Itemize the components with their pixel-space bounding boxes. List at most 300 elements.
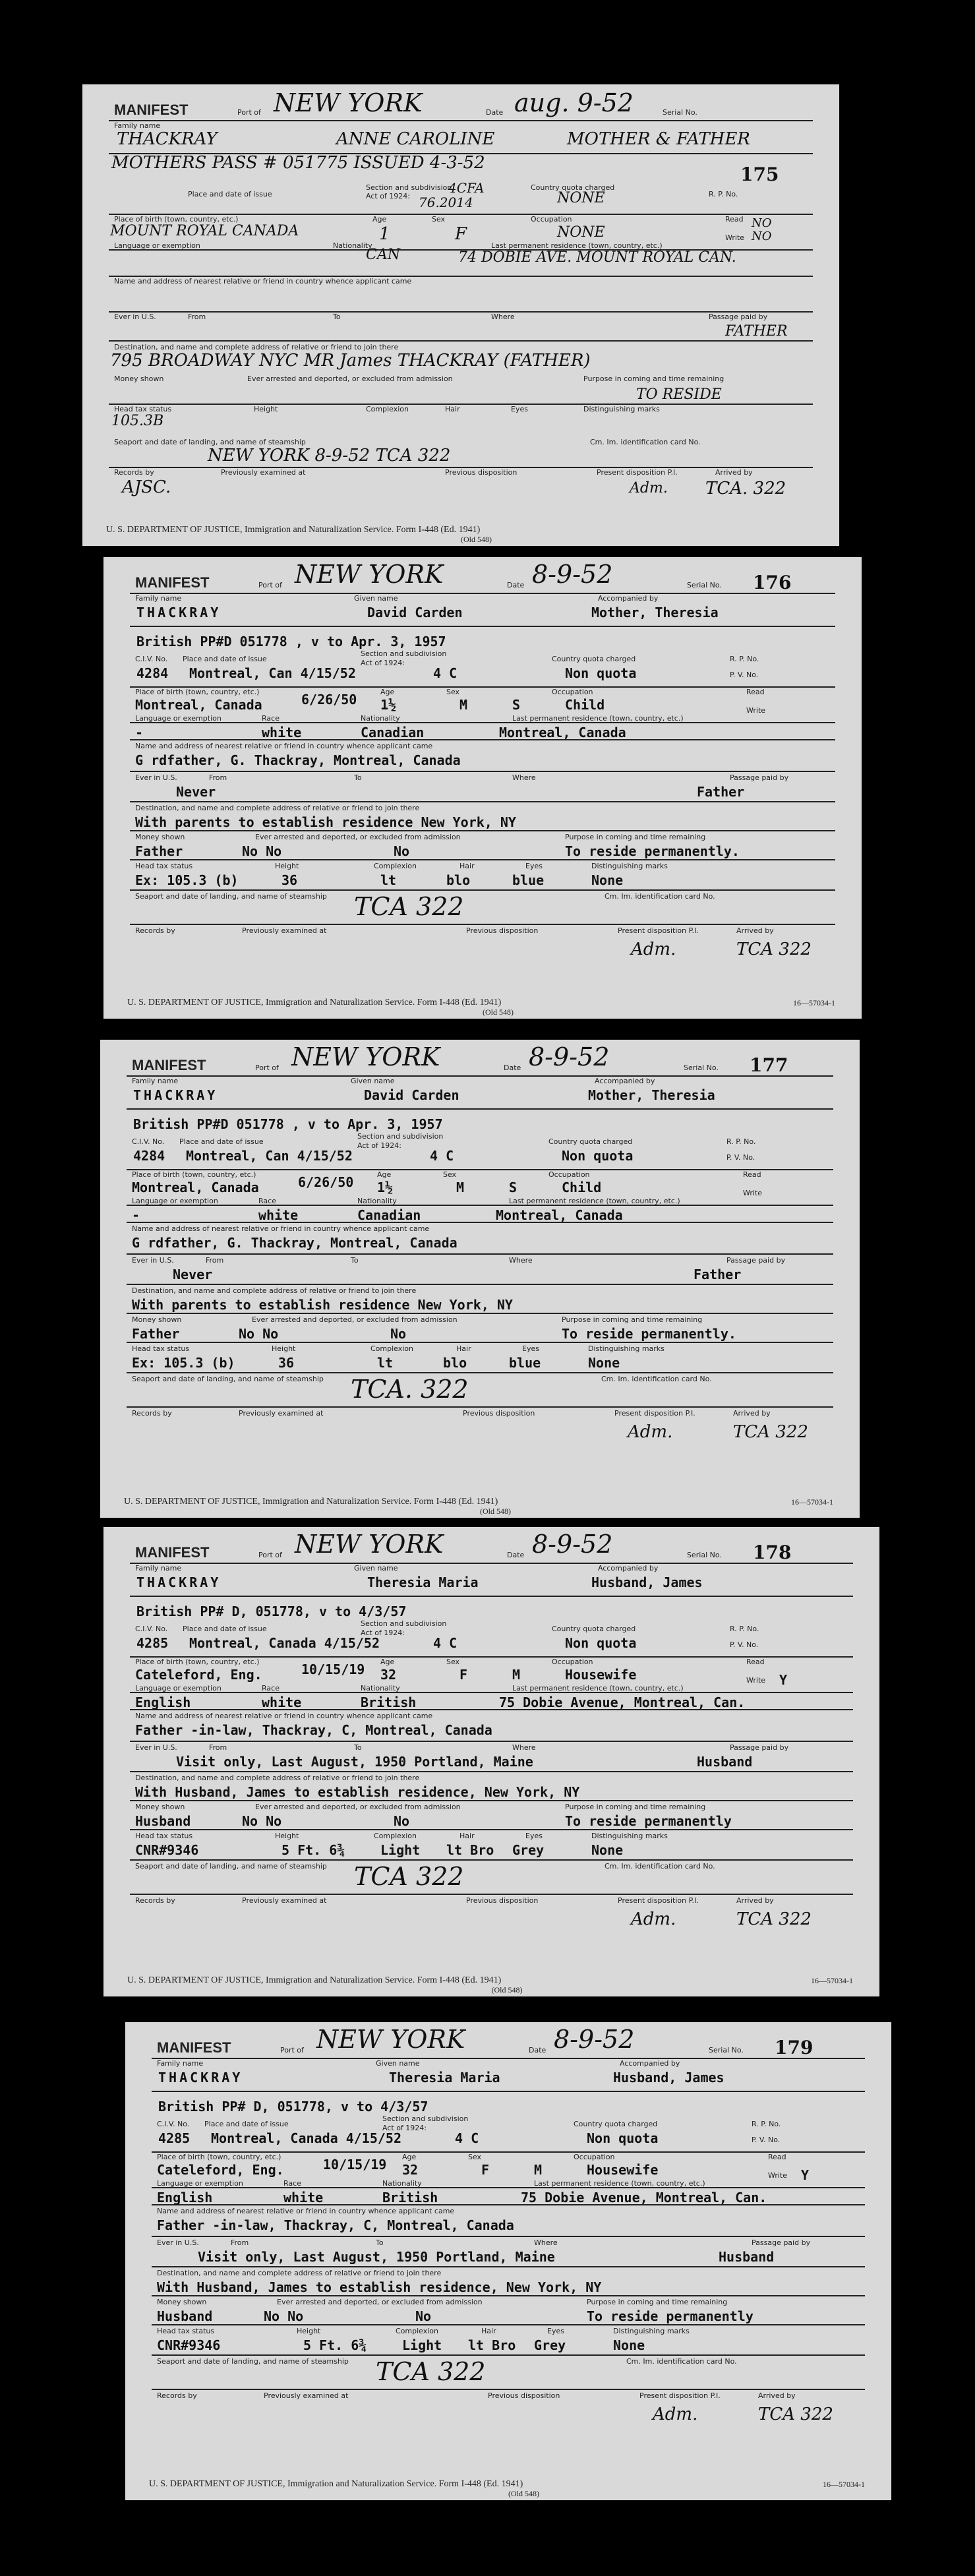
- head-tax-label: Head tax status: [157, 2327, 215, 2335]
- serial-label: Serial No.: [687, 581, 722, 589]
- form-rule: [130, 830, 835, 831]
- footer-code: 16—57034-1: [791, 1497, 833, 1507]
- age-label: Age: [380, 688, 395, 696]
- nationality-label: Nationality: [361, 714, 400, 723]
- clv-value: 4285: [136, 1635, 169, 1651]
- complexion-value: Light: [402, 2337, 442, 2353]
- date-label: Date: [529, 2046, 547, 2054]
- serial-number: 176: [753, 572, 792, 593]
- family-name-label: Family name: [135, 594, 182, 603]
- form-rule: [152, 2295, 865, 2296]
- money-label: Money shown: [132, 1315, 182, 1324]
- accompanied-label: Accompanied by: [598, 594, 659, 603]
- nationality-label: Nationality: [382, 2179, 422, 2188]
- relative-label: Name and address of nearest relative or friend in country whence applicant came: [157, 2207, 455, 2215]
- complexion-label: Complexion: [370, 1344, 414, 1353]
- manifest-card-177: [100, 1040, 860, 1518]
- act-label: Act of 1924:: [382, 2124, 427, 2132]
- birth-value: Cateleford, Eng.: [157, 2162, 284, 2178]
- form-rule: [127, 1108, 833, 1110]
- prev-disposition-label: Previous disposition: [466, 1896, 539, 1905]
- clv-label: C.I.V. No.: [157, 2120, 190, 2128]
- birth-value: MOUNT ROYAL CANADA: [110, 223, 299, 239]
- form-rule: [130, 1563, 853, 1564]
- issue-line: MOTHERS PASS # 051775 ISSUED 4-3-52: [111, 153, 485, 173]
- money-value: Husband: [135, 1813, 191, 1829]
- section-value: 4CFA: [448, 180, 485, 196]
- destination-label: Destination, and name and complete address of relative or friend to join there: [135, 1774, 420, 1782]
- present-disposition-value: Adm.: [630, 480, 668, 496]
- form-rule: [130, 924, 835, 925]
- marital-value: M: [534, 2162, 543, 2178]
- pv-label: P. V. No.: [730, 671, 759, 679]
- family-name-value: THACKRAY: [133, 1087, 218, 1103]
- hair-value: lt Bro: [446, 1842, 494, 1858]
- hair-label: Hair: [456, 1344, 471, 1353]
- ever-in-us-label: Ever in U.S.: [157, 2238, 199, 2247]
- arrested2-value: No: [390, 1326, 407, 1342]
- destination-label: Destination, and name and complete address of relative or friend to join there: [114, 343, 399, 351]
- passage-value: Husband: [697, 1754, 753, 1770]
- where-label: Where: [512, 773, 536, 782]
- occupation-label: Occupation: [552, 1658, 593, 1666]
- present-disposition-value: Adm.: [628, 1422, 673, 1442]
- form-rule: [130, 1894, 853, 1895]
- height-label: Height: [272, 1344, 296, 1353]
- arrested2-value: No: [415, 2308, 432, 2324]
- relative-value: G rdfather, G. Thackray, Montreal, Canada: [132, 1235, 458, 1251]
- money-label: Money shown: [157, 2298, 207, 2306]
- footer-code: 16—57034-1: [793, 998, 835, 1007]
- prev-examined-label: Previously examined at: [221, 468, 306, 477]
- height-value: 5 Ft. 6¾: [303, 2337, 367, 2353]
- age-label: Age: [402, 2153, 417, 2161]
- form-rule: [152, 2354, 865, 2356]
- place-issue-label: Place and date of issue: [183, 1625, 267, 1633]
- to-label: To: [354, 1743, 362, 1752]
- read-label: Read: [746, 688, 765, 696]
- family-name-label: Family name: [114, 121, 161, 130]
- age-value: 1: [379, 224, 390, 244]
- passage-value: Father: [694, 1267, 742, 1282]
- seaport-label: Seaport and date of landing, and name of steamship: [135, 1862, 327, 1871]
- given-name-value: David Carden: [364, 1087, 459, 1103]
- where-label: Where: [509, 1256, 533, 1265]
- arrested-label: Ever arrested and deported, or excluded from admission: [255, 1803, 461, 1811]
- relative-label: Name and address of nearest relative or friend in country whence applicant came: [135, 742, 433, 750]
- purpose-value: To reside permanently.: [565, 843, 740, 859]
- head-tax-label: Head tax status: [114, 405, 172, 413]
- occupation-label: Occupation: [548, 1170, 590, 1179]
- clv-label: C.I.V. No.: [135, 655, 168, 663]
- place-issue-value: Montreal, Canada 4/15/52: [189, 1635, 380, 1651]
- write-value: Y: [779, 1672, 788, 1688]
- footer-code: 16—57034-1: [823, 2480, 865, 2489]
- birth-value: Montreal, Canada: [135, 697, 262, 713]
- arrived-by-value: TCA 322: [736, 1909, 812, 1929]
- card-footer: U. S. DEPARTMENT OF JUSTICE, Immigration and Naturalization Service. Form I-448 (Ed. 1941): [106, 525, 481, 535]
- passage-value: FATHER: [725, 323, 788, 340]
- age-label: Age: [372, 215, 387, 224]
- arrived-by-value: TCA. 322: [705, 479, 786, 498]
- marital-value: S: [512, 697, 521, 713]
- section-value: 4 C: [433, 1635, 458, 1651]
- place-issue-value: Montreal, Canada 4/15/52: [211, 2130, 401, 2146]
- form-rule: [127, 1222, 833, 1223]
- relative-label: Name and address of nearest relative or friend in country whence applicant came: [132, 1224, 430, 1233]
- seaport-value: TCA 322: [354, 892, 464, 921]
- form-rule: [130, 1829, 853, 1830]
- arrived-by-value: TCA 322: [733, 1422, 808, 1442]
- eyes-label: Eyes: [525, 1832, 543, 1840]
- given-name-value: Theresia Maria: [389, 2070, 500, 2085]
- read-value: NO: [752, 216, 772, 230]
- form-rule: [130, 859, 835, 860]
- place-issue-value: Montreal, Can 4/15/52: [186, 1148, 353, 1164]
- occupation-value: Child: [562, 1180, 602, 1195]
- form-rule: [130, 626, 835, 627]
- money-value: Husband: [157, 2308, 213, 2324]
- birth-date-value: 6/26/50: [298, 1174, 354, 1190]
- form-rule: [130, 801, 835, 802]
- language-value: English: [157, 2190, 213, 2205]
- manifest-label: MANIFEST: [114, 102, 189, 118]
- prev-examined-label: Previously examined at: [239, 1409, 324, 1418]
- write-label: Write: [725, 233, 745, 242]
- rp-label: R. P. No.: [730, 1625, 759, 1633]
- last-residence-value: 74 DOBIE AVE. MOUNT ROYAL CAN.: [458, 249, 736, 266]
- serial-label: Serial No.: [663, 108, 697, 117]
- accompanied-value: MOTHER & FATHER: [567, 129, 750, 149]
- place-issue-label: Place and date of issue: [183, 655, 267, 663]
- nationality-value: Canadian: [357, 1207, 421, 1223]
- present-disposition-label: Present disposition P.I.: [614, 1409, 695, 1418]
- height-label: Height: [254, 405, 278, 413]
- clv-value: 4284: [133, 1148, 165, 1164]
- sex-label: Sex: [443, 1170, 457, 1179]
- birth-label: Place of birth (town, country, etc.): [114, 215, 239, 224]
- from-label: From: [209, 773, 227, 782]
- occupation-label: Occupation: [552, 688, 593, 696]
- language-label: Language or exemption: [135, 1684, 222, 1692]
- form-rule: [152, 2187, 865, 2188]
- last-residence-label: Last permanent residence (town, country, etc.): [491, 241, 663, 250]
- arrived-by-label: Arrived by: [733, 1409, 771, 1418]
- form-rule: [130, 1859, 853, 1861]
- head-tax-label: Head tax status: [132, 1344, 190, 1353]
- manifest-label: MANIFEST: [135, 574, 210, 591]
- eyes-value: Grey: [512, 1842, 545, 1858]
- last-residence-value: 75 Dobie Avenue, Montreal, Can.: [499, 1694, 746, 1710]
- date-value: 8-9-52: [529, 1042, 610, 1071]
- manifest-label: MANIFEST: [132, 1057, 206, 1073]
- section-label: Section and subdivision: [357, 1132, 444, 1141]
- cm-id-label: Cm. Im. identification card No.: [605, 1862, 715, 1871]
- accompanied-label: Accompanied by: [595, 1077, 655, 1085]
- language-label: Language or exemption: [157, 2179, 243, 2188]
- to-label: To: [351, 1256, 359, 1265]
- date-label: Date: [486, 108, 504, 117]
- act-label: Act of 1924:: [361, 1629, 405, 1637]
- ever-in-us-label: Ever in U.S.: [114, 313, 156, 321]
- language-value: -: [135, 725, 144, 740]
- last-residence-label: Last permanent residence (town, country, etc.): [534, 2179, 705, 2188]
- pv-label: P. V. No.: [730, 1640, 759, 1649]
- quota-value: Non quota: [565, 1635, 637, 1651]
- where-label: Where: [491, 313, 515, 321]
- head-tax-label: Head tax status: [135, 862, 193, 870]
- serial-label: Serial No.: [687, 1551, 722, 1559]
- card-footer: U. S. DEPARTMENT OF JUSTICE, Immigration and Naturalization Service. Form I-448 (Ed. 1941): [127, 998, 502, 1007]
- manifest-card-176: [103, 557, 862, 1019]
- serial-label: Serial No.: [684, 1063, 719, 1072]
- where-label: Where: [512, 1743, 536, 1752]
- form-rule: [127, 1075, 833, 1077]
- clv-value: 4285: [158, 2130, 191, 2146]
- arrived-by-label: Arrived by: [715, 468, 753, 477]
- form-rule: [130, 1741, 853, 1742]
- passage-label: Passage paid by: [752, 2238, 811, 2247]
- from-label: From: [206, 1256, 224, 1265]
- from-label: From: [231, 2238, 249, 2247]
- hair-label: Hair: [481, 2327, 496, 2335]
- prev-disposition-label: Previous disposition: [463, 1409, 535, 1418]
- age-value: 32: [402, 2162, 419, 2178]
- rp-label: R. P. No.: [730, 655, 759, 663]
- age-value: 1½: [380, 697, 397, 713]
- destination-value: 795 BROADWAY NYC MR James THACKRAY (FATHER): [110, 351, 591, 371]
- complexion-value: lt: [377, 1355, 394, 1371]
- eyes-label: Eyes: [547, 2327, 564, 2335]
- cm-id-label: Cm. Im. identification card No.: [605, 892, 715, 901]
- ever-in-us-label: Ever in U.S.: [135, 1743, 177, 1752]
- write-label: Write: [746, 1676, 766, 1685]
- from-label: From: [209, 1743, 227, 1752]
- manifest-card-179: [125, 2022, 891, 2500]
- purpose-label: Purpose in coming and time remaining: [587, 2298, 728, 2306]
- sex-value: M: [456, 1180, 465, 1195]
- family-name-label: Family name: [132, 1077, 179, 1085]
- money-label: Money shown: [135, 1803, 185, 1811]
- issue-line: British PP#D 051778 , v to Apr. 3, 1957: [133, 1116, 443, 1132]
- port-value: NEW YORK: [295, 560, 444, 589]
- place-issue-label: Place and date of issue: [204, 2120, 289, 2128]
- head-tax-value: CNR#9346: [157, 2337, 221, 2353]
- date-label: Date: [504, 1063, 521, 1072]
- manifest-card-175: [82, 84, 839, 546]
- hair-label: Hair: [459, 1832, 475, 1840]
- arrested-value: No No: [242, 843, 282, 859]
- marks-label: Distinguishing marks: [591, 1832, 668, 1840]
- passage-label: Passage paid by: [730, 773, 789, 782]
- family-name-value: THACKRAY: [158, 2070, 243, 2085]
- port-label: Port of: [237, 108, 261, 117]
- occupation-label: Occupation: [574, 2153, 615, 2161]
- prev-examined-label: Previously examined at: [242, 1896, 327, 1905]
- to-label: To: [376, 2238, 384, 2247]
- quota-label: Country quota charged: [548, 1137, 633, 1146]
- port-value: NEW YORK: [291, 1042, 440, 1071]
- form-rule: [152, 2266, 865, 2267]
- prev-disposition-label: Previous disposition: [445, 468, 517, 477]
- purpose-label: Purpose in coming and time remaining: [583, 374, 724, 383]
- manifest-label: MANIFEST: [157, 2039, 231, 2056]
- last-residence-label: Last permanent residence (town, country, etc.): [509, 1197, 680, 1205]
- purpose-value: To reside permanently.: [562, 1326, 736, 1342]
- write-value: Y: [801, 2167, 810, 2183]
- arrested-value: No No: [242, 1813, 282, 1829]
- form-rule: [127, 1253, 833, 1255]
- head-tax-value: CNR#9346: [135, 1842, 199, 1858]
- seaport-label: Seaport and date of landing, and name of steamship: [114, 438, 306, 446]
- old-form-label: (Old 548): [461, 535, 492, 544]
- occupation-value: NONE: [557, 224, 605, 241]
- old-form-label: (Old 548): [480, 1507, 511, 1516]
- marks-value: None: [591, 1842, 624, 1858]
- given-name-label: Given name: [351, 1077, 395, 1085]
- birth-label: Place of birth (town, country, etc.): [135, 1658, 260, 1666]
- form-rule: [152, 2236, 865, 2237]
- serial-number: 178: [753, 1542, 792, 1563]
- occupation-value: Housewife: [587, 2162, 659, 2178]
- eyes-label: Eyes: [525, 862, 543, 870]
- serial-number: 179: [775, 2037, 813, 2058]
- records-label: Records by: [132, 1409, 172, 1418]
- serial-number: 177: [750, 1054, 788, 1076]
- section-value: 4 C: [433, 665, 458, 681]
- arrived-by-label: Arrived by: [736, 926, 774, 935]
- birth-label: Place of birth (town, country, etc.): [132, 1170, 256, 1179]
- relative-value: Father -in-law, Thackray, C, Montreal, Canada: [135, 1722, 492, 1738]
- marks-value: None: [613, 2337, 645, 2353]
- form-rule: [152, 2324, 865, 2325]
- eyes-label: Eyes: [522, 1344, 539, 1353]
- read-label: Read: [746, 1658, 765, 1666]
- marital-value: M: [512, 1667, 521, 1683]
- clv-label: C.I.V. No.: [135, 1625, 168, 1633]
- port-value: NEW YORK: [316, 2025, 465, 2054]
- ever-in-us-value: Never: [176, 784, 216, 800]
- to-label: To: [354, 773, 362, 782]
- rp-label: R. P. No.: [752, 2120, 781, 2128]
- money-label: Money shown: [135, 833, 185, 841]
- passage-label: Passage paid by: [709, 313, 768, 321]
- last-residence-value: 75 Dobie Avenue, Montreal, Can.: [521, 2190, 767, 2205]
- head-tax-label: Head tax status: [135, 1832, 193, 1840]
- birth-label: Place of birth (town, country, etc.): [135, 688, 260, 696]
- arrested2-value: No: [394, 1813, 410, 1829]
- place-issue-label: Place and date of issue: [179, 1137, 264, 1146]
- marks-label: Distinguishing marks: [588, 1344, 665, 1353]
- destination-label: Destination, and name and complete address of relative or friend to join there: [157, 2269, 442, 2277]
- port-value: NEW YORK: [295, 1530, 444, 1559]
- records-value: AJSC.: [122, 477, 171, 497]
- nationality-label: Nationality: [333, 241, 372, 250]
- hair-value: blo: [446, 872, 471, 888]
- port-value: NEW YORK: [274, 88, 423, 117]
- last-residence-value: Montreal, Canada: [496, 1207, 623, 1223]
- rp-label: R. P. No.: [709, 190, 738, 198]
- birth-date-value: 10/15/19: [323, 2157, 387, 2172]
- section-label: Section and subdivision: [366, 183, 452, 192]
- nationality-value: CAN: [366, 247, 400, 263]
- form-rule: [127, 1406, 833, 1408]
- marks-value: None: [591, 872, 624, 888]
- ever-in-us-value: Never: [173, 1267, 213, 1282]
- section-label: Section and subdivision: [382, 2114, 469, 2123]
- given-name-value: ANNE CAROLINE: [336, 129, 495, 149]
- read-label: Read: [743, 1170, 761, 1179]
- quota-value: Non quota: [587, 2130, 659, 2146]
- port-label: Port of: [258, 1551, 282, 1559]
- age-value: 1½: [377, 1180, 394, 1195]
- card-footer: U. S. DEPARTMENT OF JUSTICE, Immigration and Naturalization Service. Form I-448 (Ed. 1941): [127, 1975, 502, 1985]
- footer-code: 16—57034-1: [811, 1976, 853, 1985]
- write-label: Write: [746, 706, 766, 715]
- race-label: Race: [262, 1684, 280, 1692]
- card-footer: U. S. DEPARTMENT OF JUSTICE, Immigration and Naturalization Service. Form I-448 (Ed. 1941): [149, 2479, 523, 2489]
- family-name-value: THACKRAY: [117, 129, 218, 149]
- old-form-label: (Old 548): [491, 1985, 523, 1994]
- act-label: Act of 1924:: [361, 659, 405, 667]
- present-disposition-value: Adm.: [631, 940, 676, 959]
- records-label: Records by: [135, 926, 175, 935]
- form-rule: [152, 2389, 865, 2390]
- arrested-label: Ever arrested and deported, or excluded from admission: [252, 1315, 458, 1324]
- quota-label: Country quota charged: [552, 655, 636, 663]
- birth-value: Montreal, Canada: [132, 1180, 259, 1195]
- arrived-by-label: Arrived by: [736, 1896, 774, 1905]
- birth-value: Cateleford, Eng.: [135, 1667, 262, 1683]
- old-form-label: (Old 548): [508, 2489, 539, 2498]
- head-tax-value: 105.3B: [111, 413, 164, 429]
- arrested-value: No No: [239, 1326, 279, 1342]
- family-name-label: Family name: [135, 1564, 182, 1573]
- head-tax-value: Ex: 105.3 (b): [132, 1355, 235, 1371]
- language-label: Language or exemption: [135, 714, 222, 723]
- date-value: 8-9-52: [532, 1530, 613, 1559]
- arrested-label: Ever arrested and deported, or excluded from admission: [255, 833, 461, 841]
- family-name-value: THACKRAY: [136, 1574, 222, 1590]
- height-value: 36: [278, 1355, 295, 1371]
- given-name-value: Theresia Maria: [367, 1574, 479, 1590]
- age-label: Age: [377, 1170, 392, 1179]
- seaport-value: TCA. 322: [351, 1375, 469, 1404]
- nationality-value: Canadian: [361, 725, 425, 740]
- sex-label: Sex: [432, 215, 446, 224]
- form-rule: [127, 1372, 833, 1373]
- sex-label: Sex: [446, 688, 460, 696]
- prev-examined-label: Previously examined at: [242, 926, 327, 935]
- language-value: -: [132, 1207, 140, 1223]
- destination-value: With parents to establish residence New York, NY: [135, 814, 516, 830]
- form-rule: [130, 889, 835, 891]
- accompanied-label: Accompanied by: [620, 2059, 680, 2068]
- cm-id-label: Cm. Im. identification card No.: [626, 2357, 737, 2366]
- accompanied-label: Accompanied by: [598, 1564, 659, 1573]
- date-value: 8-9-52: [554, 2025, 635, 2054]
- complexion-value: lt: [380, 872, 397, 888]
- ever-in-us-value: Visit only, Last August, 1950 Portland, Maine: [198, 2249, 555, 2265]
- rp-label: R. P. No.: [726, 1137, 756, 1146]
- marks-label: Distinguishing marks: [591, 862, 668, 870]
- nationality-value: British: [382, 2190, 438, 2205]
- act-label: Act of 1924:: [357, 1141, 401, 1150]
- write-label: Write: [768, 2171, 788, 2180]
- present-disposition-label: Present disposition P.I.: [618, 926, 699, 935]
- to-label: To: [333, 313, 341, 321]
- language-value: English: [135, 1694, 191, 1710]
